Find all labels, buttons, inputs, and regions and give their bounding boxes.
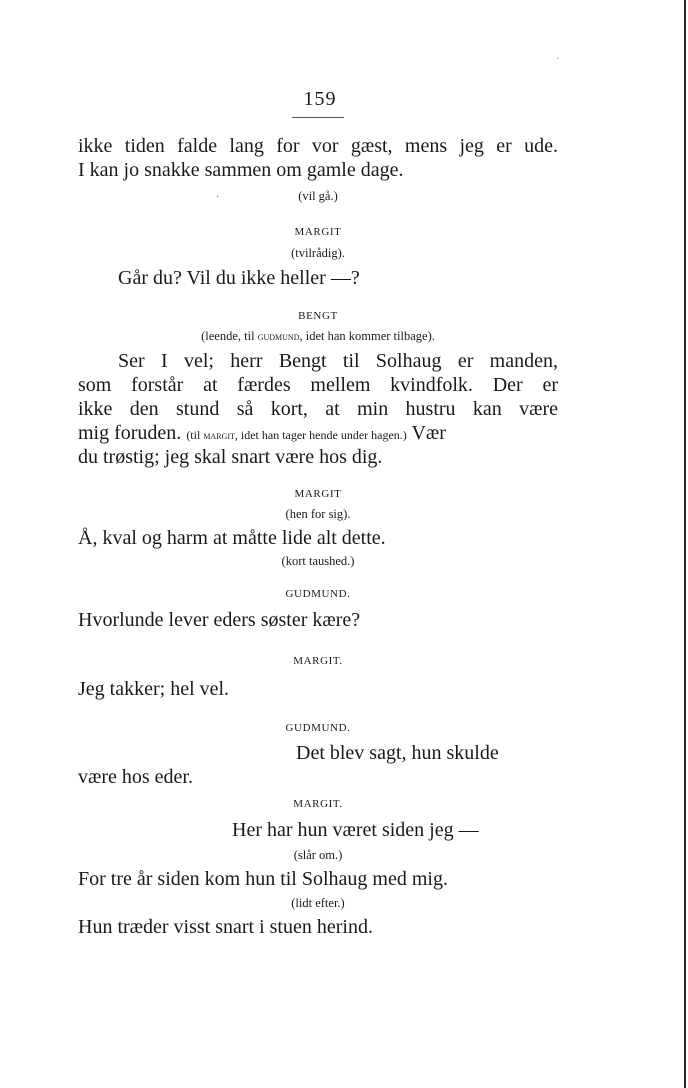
stage-direction-name: gudmund	[257, 331, 300, 343]
stage-direction-part: , idet han kommer tilbage).	[299, 329, 435, 343]
stage-direction-name: margit	[203, 430, 235, 442]
stage-direction-part: (leende, til	[201, 329, 255, 343]
text-line: Hun træder visst snart i stuen herind.	[78, 916, 373, 938]
stage-direction	[0, 328, 636, 345]
stage-direction: (kort taushed.)	[281, 554, 355, 568]
text-line: Går du? Vil du ikke heller —?	[118, 267, 360, 289]
text-line: du trøstig; jeg skal snart være hos dig.	[78, 446, 383, 468]
text-line: Hvorlunde lever eders søster kære?	[78, 609, 361, 631]
text-line: Ser I vel; herr Bengt til Solhaug er manden,	[118, 350, 558, 372]
speaker-name: BENGT	[298, 310, 338, 322]
text-line	[78, 421, 558, 448]
text-line: Å, kval og harm at måtte lide alt dette.	[78, 527, 386, 549]
print-speck: ·	[556, 54, 560, 65]
text-line: som forstår at færdes mellem kvindfolk. Der er	[78, 374, 558, 396]
print-speck: ·	[216, 192, 220, 203]
text-line: Det blev sagt, hun skulde	[296, 742, 499, 764]
text-fragment: Vær	[411, 422, 446, 444]
text-line: I kan jo snakke sammen om gamle dage.	[78, 159, 404, 181]
page-edge-shadow	[684, 0, 686, 1088]
stage-direction: (hen for sig).	[285, 507, 351, 521]
stage-direction: (lidt efter.)	[291, 896, 345, 910]
text-line: ikke tiden falde lang for vor gæst, mens jeg er ude.	[78, 135, 558, 157]
text-line: ikke den stund så kort, at min hustru kan være	[78, 398, 558, 420]
stage-direction: (vil gå.)	[298, 189, 338, 203]
speaker-name: MARGIT.	[293, 798, 343, 810]
speaker-name: MARGIT	[294, 488, 342, 500]
text-fragment: mig foruden.	[78, 422, 182, 444]
speaker-name: MARGIT	[294, 226, 342, 238]
text-line: være hos eder.	[78, 766, 193, 788]
page-number-rule	[292, 117, 344, 118]
speaker-name: GUDMUND.	[285, 588, 351, 600]
text-line: Jeg takker; hel vel.	[78, 678, 230, 700]
text-line: Her har hun været siden jeg —	[232, 819, 479, 841]
stage-direction: (tvilrådig).	[291, 246, 345, 260]
text-line: For tre år siden kom hun til Solhaug med mig.	[78, 868, 448, 890]
speaker-name: GUDMUND.	[285, 722, 351, 734]
stage-direction: (slår om.)	[293, 848, 343, 862]
inline-stage-direction: (til margit, idet han tager hende under hagen.)	[186, 428, 407, 442]
speaker-name: MARGIT.	[293, 655, 343, 667]
page-number: 159	[303, 88, 337, 110]
